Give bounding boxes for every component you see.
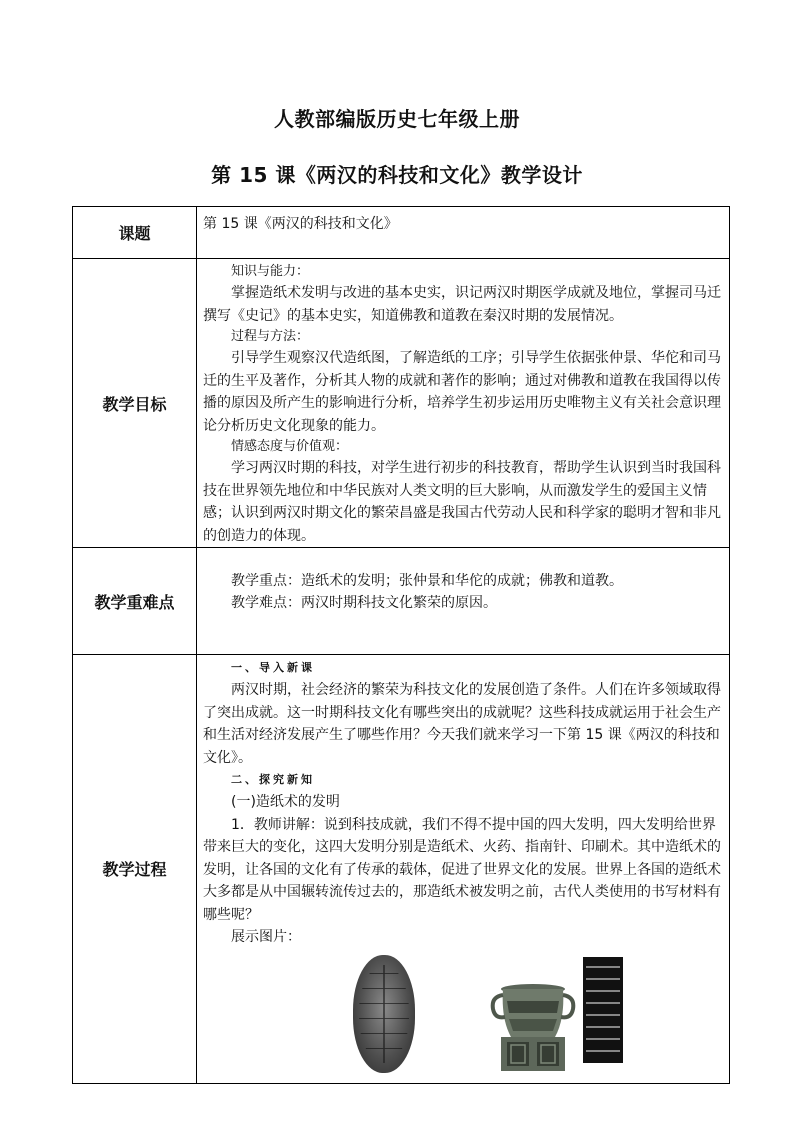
- key-points-content: [197, 548, 730, 655]
- goals-label: 教学目标: [73, 259, 197, 548]
- knowledge-heading: 知识与能力：: [231, 264, 310, 279]
- intro-text: 两汉时期，社会经济的繁荣为科技文化的发展创造了条件。人们在许多领域取得了突出成就。这一时期科技文化有哪些突出的成就呢？这些科技成就运用于社会生产和生活对经济发展产生了哪些作用？今天我们就来学习一下第 15 课《两汉的科技和文化》。: [203, 682, 721, 766]
- process-content: [197, 655, 730, 1084]
- key-points-label: 教学重难点: [73, 548, 197, 655]
- table-row-process: [73, 655, 730, 1084]
- knowledge-text: 掌握造纸术发明与改进的基本史实，识记两汉时期医学成就及地位，掌握司马迁撰写《史记》的基本史实，知道佛教和道教在秦汉时期的发展情况。: [203, 285, 721, 324]
- teaching-difficulty: 教学难点：两汉时期科技文化繁荣的原因。: [231, 595, 497, 611]
- attitude-heading: 情感态度与价值观：: [231, 439, 349, 454]
- teaching-focus: 教学重点：造纸术的发明；张仲景和华佗的成就；佛教和道教。: [231, 573, 623, 589]
- lesson-plan-table: [72, 206, 730, 1084]
- images-area: [203, 953, 723, 1083]
- show-images-label: 展示图片：: [231, 929, 301, 945]
- papermaking-heading: (一)造纸术的发明: [231, 794, 340, 810]
- table-row-topic: [73, 207, 730, 259]
- bronze-vessel-image: [489, 979, 577, 1073]
- goals-content: [197, 259, 730, 548]
- document-title: 人教部编版历史七年级上册: [274, 107, 520, 131]
- oracle-bone-shell-image: [353, 955, 415, 1073]
- lecture-text: 1．教师讲解：说到科技成就，我们不得不提中国的四大发明，四大发明给世界带来巨大的变化，这四大发明分别是造纸术、火药、指南针、印刷术。其中造纸术的发明，让各国的文化有了传承的载体，促进了世界文化的发展。世界上各国的造纸术大多都是从中国辗转流传过去的，那造纸术被发明之前，古代人类使用的书写材料有哪些呢？: [203, 816, 721, 923]
- topic-label: 课题: [73, 207, 197, 259]
- bamboo-slip-inscription-image: [583, 957, 623, 1063]
- lesson-title: 第 15 课《两汉的科技和文化》教学设计: [211, 163, 583, 187]
- table-row-key-points: [73, 548, 730, 655]
- process-method-heading: 过程与方法：: [231, 329, 310, 344]
- section-intro-heading: 一、导入新课: [231, 661, 315, 674]
- process-method-text: 引导学生观察汉代造纸图，了解造纸的工序；引导学生依据张仲景、华佗和司马迁的生平及著作，分析其人物的成就和著作的影响；通过对佛教和道教在我国得以传播的原因及所产生的影响进行分析，培养学生初步运用历史唯物主义有关社会意识理论分析历史文化现象的能力。: [203, 350, 721, 434]
- table-row-goals: [73, 259, 730, 548]
- section-explore-heading: 二、探究新知: [231, 773, 315, 786]
- topic-value: 第 15 课《两汉的科技和文化》: [197, 207, 730, 259]
- attitude-text: 学习两汉时期的科技，对学生进行初步的科技教育，帮助学生认识到当时我国科技在世界领先地位和中华民族对人类文明的巨大影响，从而激发学生的爱国主义情感；认识到两汉时期文化的繁荣昌盛是我国古代劳动人民和科学家的聪明才智和非凡的创造力的体现。: [203, 460, 721, 544]
- process-label: 教学过程: [73, 655, 197, 1084]
